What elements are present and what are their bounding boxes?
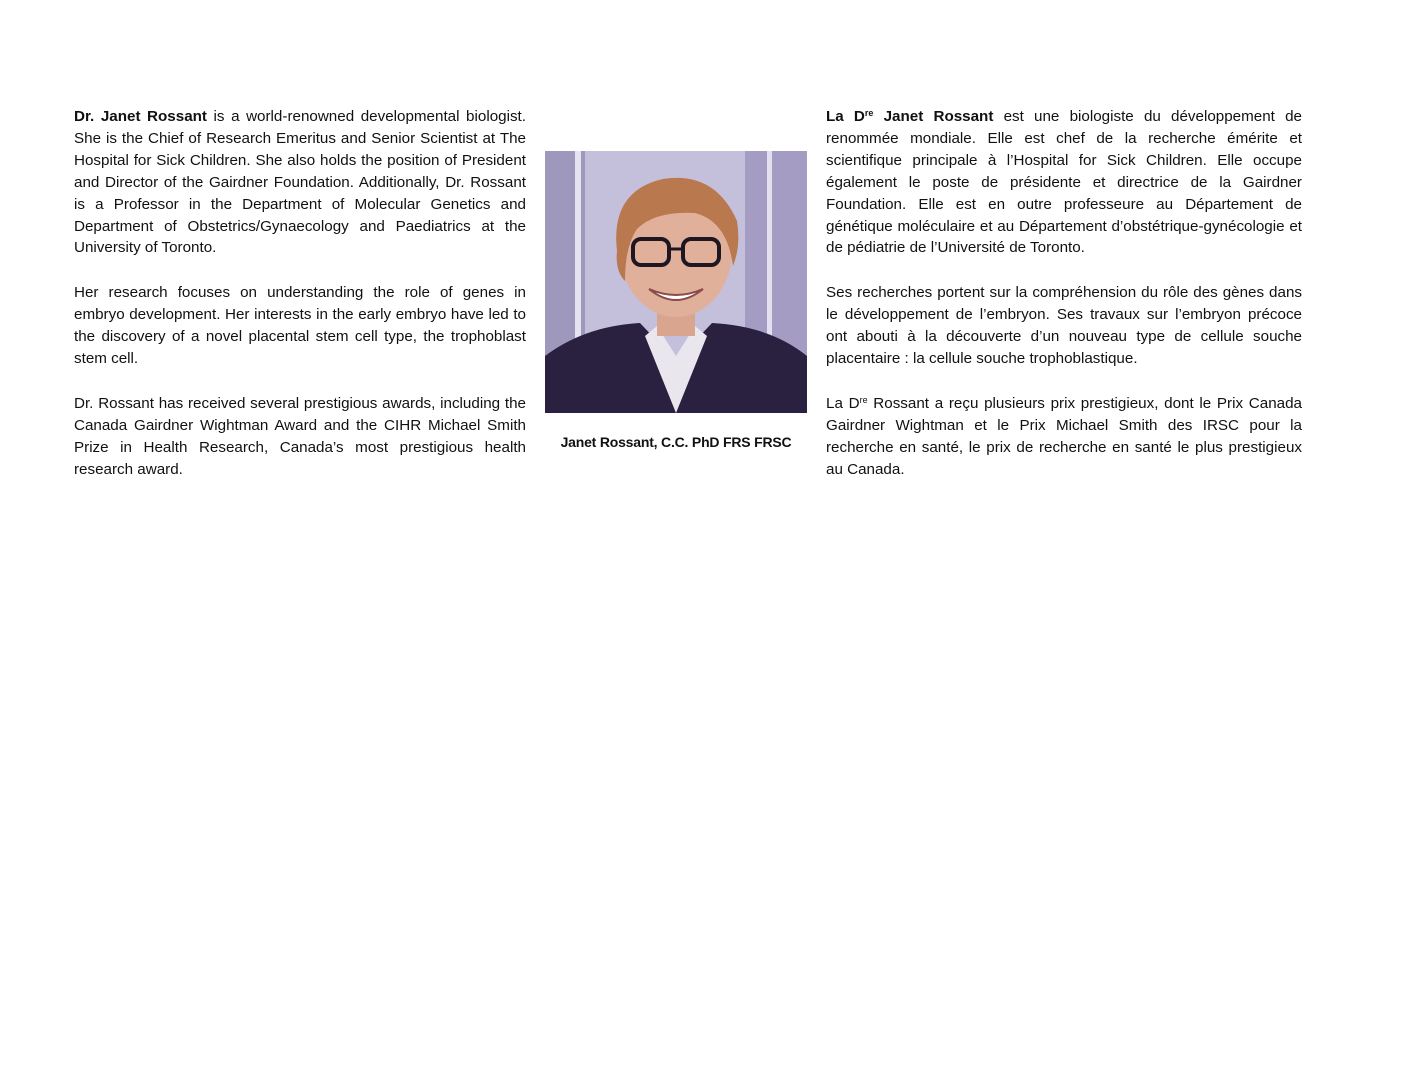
french-paragraph-2: Ses recherches portent sur la compréhension du rôle des gènes dans le développement de l’embryon. Ses travaux sur l’embryon précoce ont abouti à la découverte d’un nouveau type de cellule souche placentaire : la cellule souche trophoblastique.: [826, 284, 1302, 368]
french-name-suffix: Janet Rossant: [873, 108, 994, 125]
french-paragraph-1: [826, 106, 1302, 259]
english-bio: [74, 106, 526, 504]
french-p3-superscript: re: [859, 394, 868, 405]
english-paragraph-2: Her research focuses on understanding the role of genes in embryo development. Her interests in the early embryo have led to the discovery of a novel placental stem cell type, the trophoblast stem cell.: [74, 284, 526, 368]
french-name-superscript: re: [864, 108, 874, 118]
english-paragraph-3: Dr. Rossant has received several prestigious awards, including the Canada Gairdner Wightman Award and the CIHR Michael Smith Prize in Health Research, Canada’s most prestigious health research award.: [74, 394, 526, 478]
english-intro-text: is a world-renowned developmental biologist. She is the Chief of Research Emeritus and Senior Scientist at The Hospital for Sick Children. She also holds the position of President and Director of the Gairdner Foundation. Additionally, Dr. Rossant is a Professor in the Department of Molecular Genetics and Department of Obstetrics/Gynaecology and Paediatrics at the University of Toronto.: [74, 108, 526, 257]
portrait-photo: [545, 151, 807, 413]
french-name-prefix: La D: [826, 108, 865, 125]
french-bio: [826, 106, 1302, 504]
french-name: [826, 108, 993, 125]
english-name: Dr. Janet Rossant: [74, 108, 207, 125]
french-p3-text: Rossant a reçu plusieurs prix prestigieux, dont le Prix Canada Gairdner Wightman et le Prix Michael Smith des IRSC pour la recherche en santé, le prix de recherche en santé le plus prestigieux au Canada.: [826, 394, 1302, 478]
french-paragraph-3: [826, 393, 1302, 481]
french-intro-text: est une biologiste du développement de renommée mondiale. Elle est chef de la recherche émérite et scientifique principale à l’Hospital for Sick Children. Elle occupe également le poste de présidente et directrice de la Gairdner Foundation. Elle est en outre professeure au Département de génétique moléculaire et au Département d’obstétrique-gynécologie et de pédiatrie de l’Université de Toronto.: [826, 108, 1302, 257]
french-p3-prefix: La D: [826, 394, 860, 412]
photo-caption: Janet Rossant, C.C. PhD FRS FRSC: [560, 434, 792, 450]
portrait-illustration: [545, 151, 807, 413]
english-paragraph-1: [74, 106, 526, 259]
